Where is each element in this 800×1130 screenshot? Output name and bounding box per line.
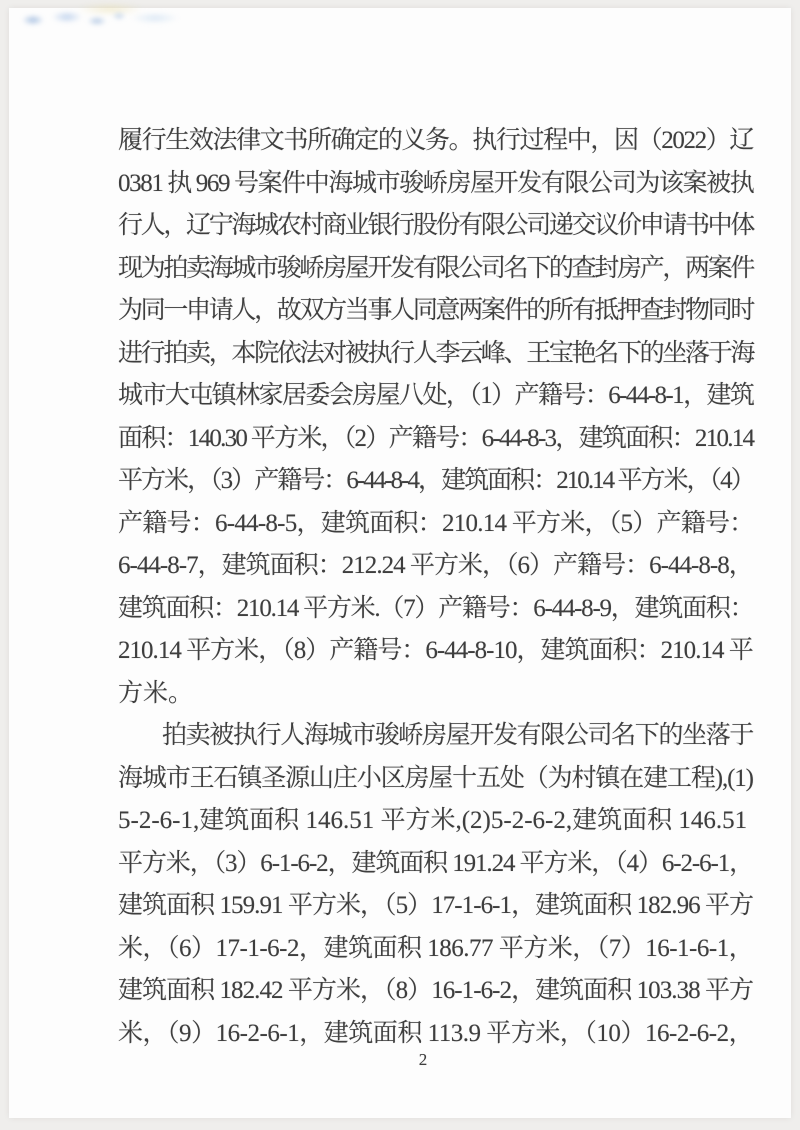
document-page	[9, 8, 791, 1118]
text-line: 面积：140.30 平方米，（2）产籍号：6-44-8-3，建筑面积：210.14	[118, 424, 754, 452]
text-line: 拍卖被执行人海城市骏峤房屋开发有限公司名下的坐落于	[162, 722, 754, 749]
text-line: 米，（6）17-1-6-2，建筑面积 186.77 平方米，（7）16-1-6-1，	[118, 934, 754, 962]
text-line: 5-2-6-1,建筑面积 146.51 平方米,(2)5-2-6-2,建筑面积 146.51	[118, 807, 748, 834]
text-line: 进行拍卖，本院依法对被执行人李云峰、王宝艳名下的坐落于海	[118, 339, 754, 367]
text-line: 平方米，（3）6-1-6-2，建筑面积 191.24 平方米，（4）6-2-6-1，	[118, 849, 754, 877]
text-line: 为同一申请人，故双方当事人同意两案件的所有抵押查封物同时	[118, 297, 754, 324]
paragraph	[118, 120, 753, 715]
text-line: 行人，辽宁海城农村商业银行股份有限公司递交议价申请书中体	[118, 212, 754, 239]
text-line: 平方米，（3）产籍号：6-44-8-4，建筑面积：210.14 平方米，（4）	[118, 467, 754, 494]
ink-smudge	[15, 5, 185, 33]
document-text	[118, 120, 753, 1055]
text-line: 方米。	[118, 679, 194, 707]
text-line: 米，（9）16-2-6-1，建筑面积 113.9 平方米，（10）16-2-6-2，	[118, 1019, 754, 1047]
text-line: 6-44-8-7，建筑面积：212.24 平方米，（6）产籍号：6-44-8-8，	[118, 552, 753, 579]
text-line: 履行生效法律文书所确定的义务。执行过程中，因（2022）辽	[118, 127, 753, 154]
text-line: 建筑面积 182.42 平方米，（8）16-1-6-2，建筑面积 103.38 平方	[118, 977, 754, 1004]
text-line: 0381 执 969 号案件中海城市骏峤房屋开发有限公司为该案被执	[118, 169, 754, 197]
text-line: 现为拍卖海城市骏峤房屋开发有限公司名下的查封房产，两案件	[118, 254, 754, 282]
text-line: 城市大屯镇林家居委会房屋八处，（1）产籍号：6-44-8-1，建筑	[118, 382, 754, 409]
paragraph	[118, 715, 753, 1055]
text-line: 产籍号：6-44-8-5，建筑面积：210.14 平方米，（5）产籍号：	[118, 509, 754, 537]
text-line: 210.14 平方米，（8）产籍号：6-44-8-10，建筑面积：210.14 平	[118, 637, 753, 664]
text-line: 建筑面积：210.14 平方米.（7）产籍号：6-44-8-9，建筑面积：	[118, 594, 754, 622]
text-line: 海城市王石镇圣源山庄小区房屋十五处（为村镇在建工程),(1)	[118, 764, 753, 792]
text-line: 建筑面积 159.91 平方米，（5）17-1-6-1，建筑面积 182.96 平方	[118, 892, 754, 919]
page-number: 2	[418, 1050, 428, 1069]
